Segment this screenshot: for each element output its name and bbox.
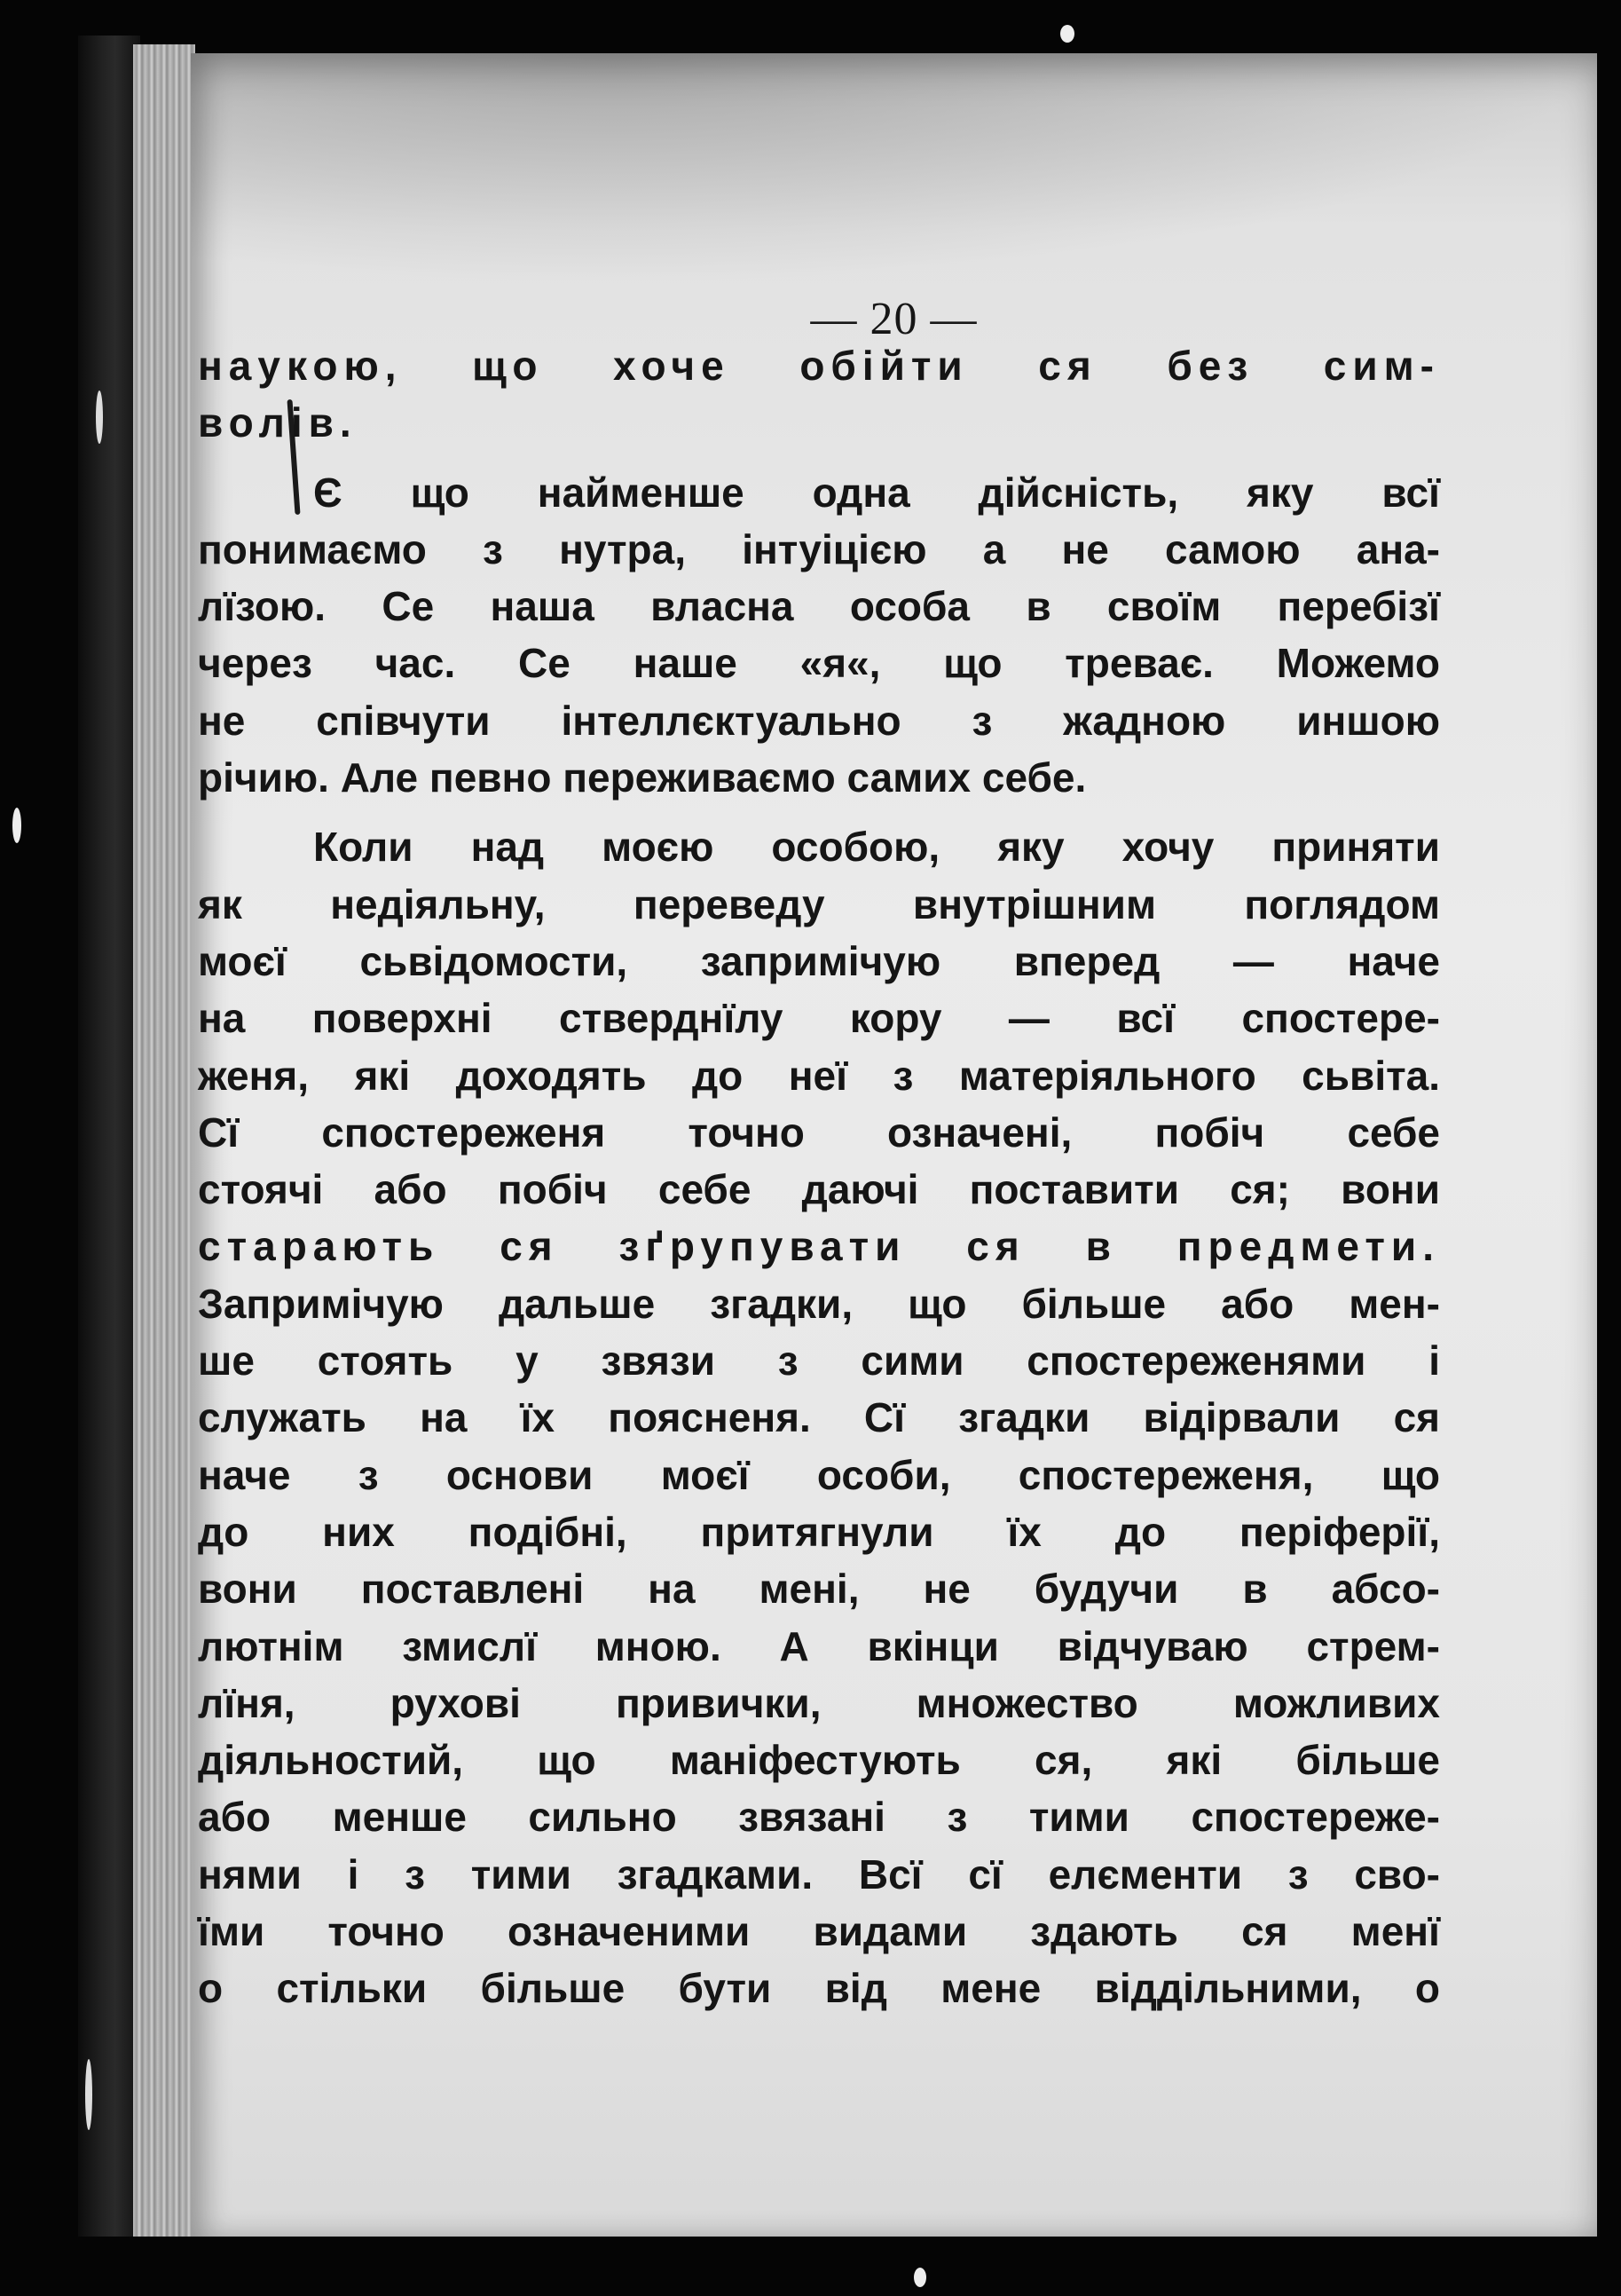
text-line: ше стоять у звязи з сими спостереженями і [198, 1337, 1440, 1385]
text-line: річию. Але певно переживаємо самих себе. [198, 754, 1087, 801]
text-line: стоячі або побіч себе даючі поставити ся; вони [198, 1166, 1440, 1213]
scan-speck [914, 2268, 926, 2287]
scan-speck [12, 808, 21, 843]
text-line: Сї спостереженя точно означені, побіч себе [198, 1109, 1440, 1156]
text-line: о стільки більше бути від мене віддільними, о [198, 1965, 1440, 2012]
paragraph-1 [198, 337, 1440, 452]
text-line: наукою, що хоче обійти ся без сим- [198, 343, 1440, 389]
text-line: служать на їх поясненя. Сї згадки відірвали ся [198, 1394, 1440, 1441]
paragraph-2 [198, 464, 1440, 807]
text-line: понимаємо з нутра, інтуіцією а не самою ана- [198, 525, 1440, 572]
text-line: на поверхні стверднїлу кору — всї спостере- [198, 995, 1440, 1042]
text-line: як недіяльну, переведу внутрішним поглядом [198, 880, 1440, 927]
page-number: — 20 — [810, 294, 978, 344]
text-line: волів. [198, 399, 358, 446]
text-line: лїзою. Се наша власна особа в своїм перебізї [198, 583, 1440, 630]
text-line: їми точно означеними видами здають ся менї [198, 1908, 1440, 1955]
scan-speck [96, 391, 103, 444]
scan-speck [1060, 25, 1074, 43]
paragraph-3 [198, 818, 1440, 2016]
text-line: лїня, рухові привички, множество можливих [198, 1679, 1440, 1726]
text-line: женя, які доходять до неї з матеріяльного сьвіта. [198, 1052, 1440, 1099]
text-line: моєї сьвідомости, запримічую вперед — наче [198, 937, 1440, 984]
text-line: або менше сильно звязані з тими спостереже- [198, 1794, 1440, 1841]
text-line: не співчути інтеллєктуально з жадною иншою [198, 697, 1440, 744]
text-line: нями і з тими згадками. Всї сї елєменти з сво- [198, 1850, 1440, 1898]
text-line: до них подібні, притягнули їх до періферії, [198, 1508, 1440, 1555]
text-line: діяльностий, що маніфестують ся, які більше [198, 1737, 1440, 1784]
text-line: наче з основи моєї особи, спостереженя, що [198, 1451, 1440, 1498]
text-line: Коли над моєю особою, яку хочу приняти [313, 824, 1440, 871]
text-line: вони поставлені на мені, не будучи в абсо- [198, 1566, 1440, 1613]
book-binding-edge [78, 36, 140, 2237]
text-line: Є що найменше одна дійсність, яку всї [313, 469, 1440, 516]
text-line: старають ся зґрупувати ся в предмети. [198, 1223, 1440, 1270]
text-line: лютнім змислї мною. А вкінци відчуваю стрем- [198, 1622, 1440, 1669]
text-line: Запримічую дальше згадки, що більше або мен- [198, 1280, 1440, 1327]
page-edges-stack [133, 44, 195, 2237]
body-text [198, 337, 1440, 2017]
scan-speck [85, 2059, 92, 2130]
text-line: через час. Се наше «я«, що треває. Можемо [198, 640, 1440, 687]
